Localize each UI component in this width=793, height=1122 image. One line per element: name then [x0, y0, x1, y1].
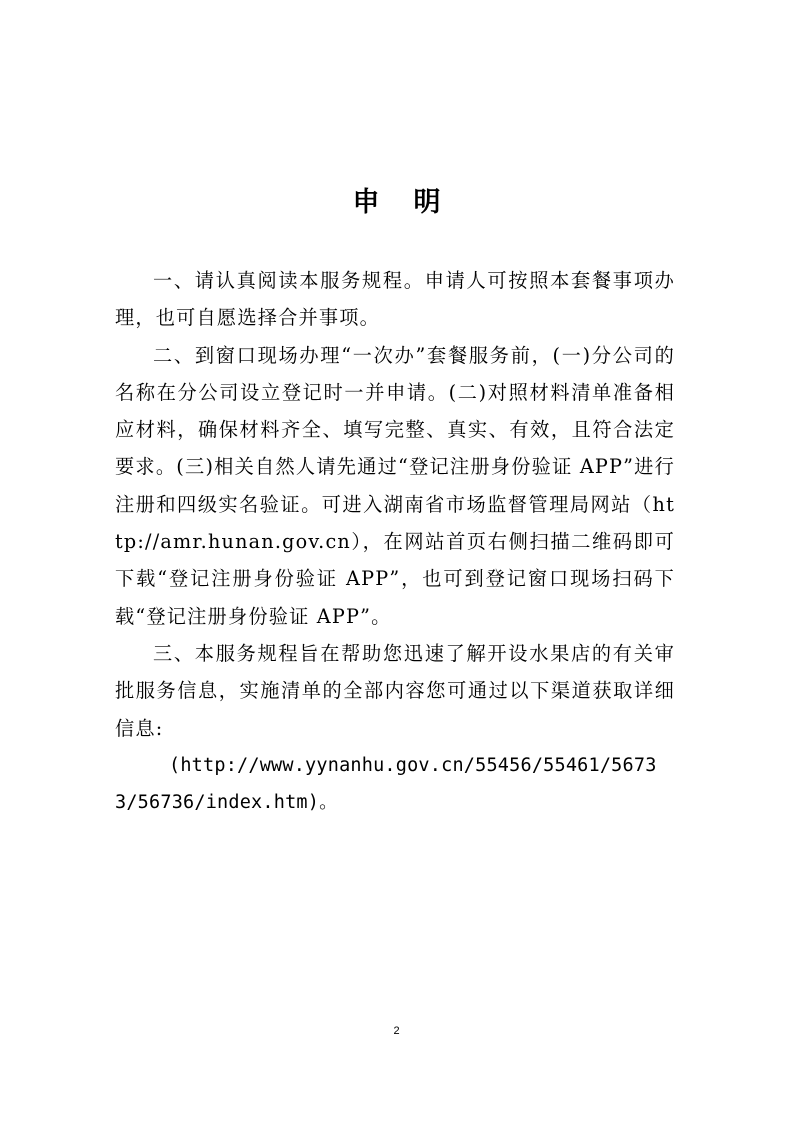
page-number: 2 — [393, 1025, 400, 1037]
paragraph-2: 二、到窗口现场办理“一次办”套餐服务前，(一)分公司的名称在分公司设立登记时一并申请。(二)对照材料清单准备相应材料，确保材料齐全、填写完整、真实、有效，且符合法定要求。(三)相关自然人请先通过“登记注册身份验证 APP”进行注册和四级实名验证。可进入湖南省市场监督管理局网站（http://amr.hunan.gov.cn），在网站首页右侧扫描二维码即可下载“登记注册身份验证 APP”，也可到登记窗口现场扫码下载“登记注册身份验证 APP”。 — [115, 343, 675, 628]
page-title: 申明 — [352, 187, 475, 218]
info-url: (http://www.yynanhu.gov.cn/55456/55461/56733/56736/index.htm)。 — [115, 754, 657, 814]
paragraph-3: 三、本服务规程旨在帮助您迅速了解开设水果店的有关审批服务信息，实施清单的全部内容您可通过以下渠道获取详细信息: — [115, 641, 675, 740]
document-body — [115, 262, 675, 821]
paragraph-1: 一、请认真阅读本服务规程。申请人可按照本套餐事项办理，也可自愿选择合并事项。 — [115, 269, 675, 330]
